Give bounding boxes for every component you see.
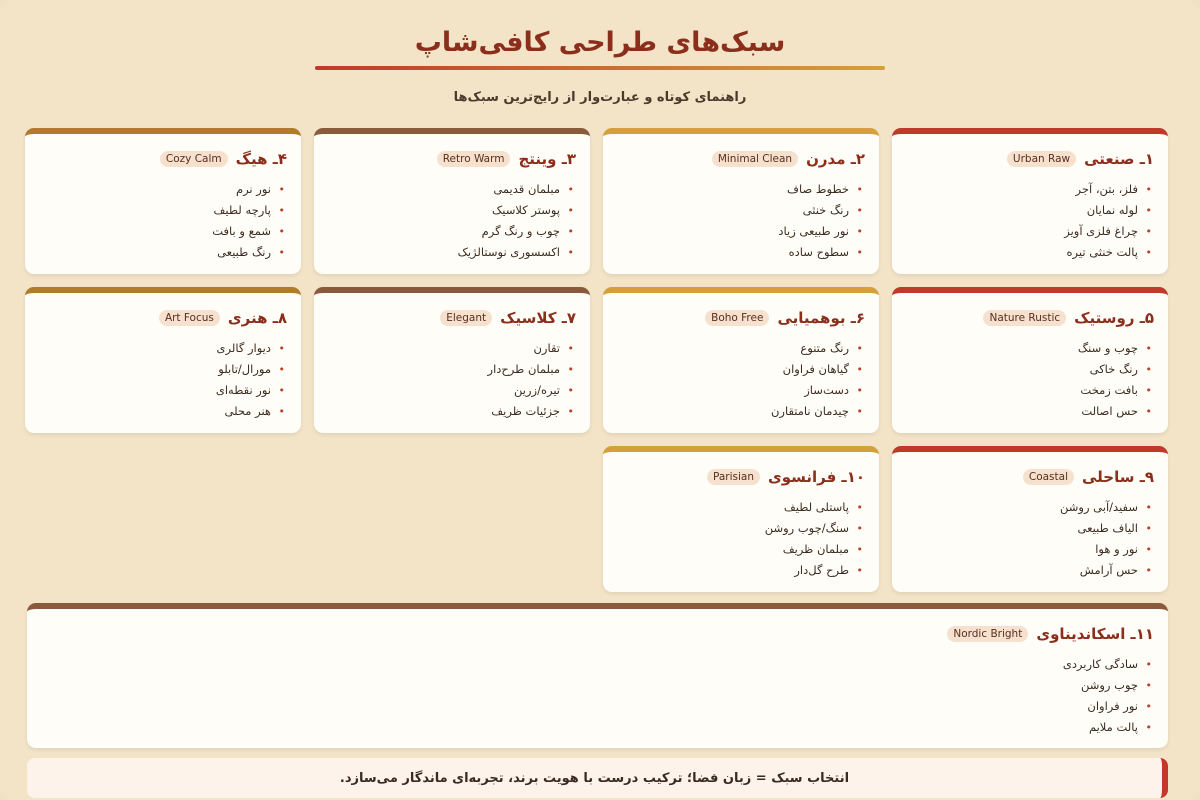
list-item: • مبلمان قدیمی [328,179,576,200]
list-item: • نور و هوا [906,539,1154,560]
list-item: • شمع و بافت [39,221,287,242]
style-tag: Nature Rustic [983,310,1066,326]
list-item: • خطوط صاف [617,179,865,200]
list-item: • نور نقطه‌ای [39,380,287,401]
feature-list [41,654,1154,738]
list-item: • رنگ متنوع [617,338,865,359]
feature-list [617,497,865,581]
feature-list [617,179,865,263]
list-item: • مبلمان طرح‌دار [328,359,576,380]
list-item: • نور نرم [39,179,287,200]
style-tag: Retro Warm [437,151,511,167]
list-item: • چراغ فلزی آویز [906,221,1154,242]
styles-grid [27,128,1168,592]
list-item: • مورال/تابلو [39,359,287,380]
list-item: • بافت زمخت [906,380,1154,401]
style-card-modern [603,128,879,274]
card-title: ۷ـ کلاسیک [500,309,576,327]
list-item: • پالت خنثی تیره [906,242,1154,263]
list-item: • حس آرامش [906,560,1154,581]
list-item: • چیدمان نامتقارن [617,401,865,422]
style-card-vintage [314,128,590,274]
card-title: ۱۰ـ فرانسوی [767,468,865,486]
style-card-coastal [892,446,1168,592]
style-tag: Minimal Clean [712,151,798,167]
list-item: • طرح گل‌دار [617,560,865,581]
style-card-bohemian [603,287,879,433]
list-item: • سنگ/چوب روشن [617,518,865,539]
list-item: • تیره/زرین [328,380,576,401]
list-item: • چوب روشن [41,675,1154,696]
list-item: • پوستر کلاسیک [328,200,576,221]
style-tag: Art Focus [159,310,220,326]
page-subtitle: راهنمای کوتاه و عبارت‌وار از رایج‌ترین سبک‌ها [453,90,747,105]
style-tag: Coastal [1023,469,1074,485]
card-title: ۳ـ وینتج [518,150,576,168]
style-card-industrial [892,128,1168,274]
list-item: • نور طبیعی زیاد [617,221,865,242]
list-item: • گیاهان فراوان [617,359,865,380]
list-item: • هنر محلی [39,401,287,422]
feature-list [39,179,287,263]
list-item: • الیاف طبیعی [906,518,1154,539]
style-tag: Parisian [707,469,760,485]
feature-list [906,179,1154,263]
list-item: • پارچه لطیف [39,200,287,221]
style-tag: Elegant [440,310,492,326]
card-title: ۱ـ صنعتی [1084,150,1154,168]
footer-text: انتخاب سبک = زبان فضا؛ ترکیب درست با هویت برند، تجربه‌ای ماندگار می‌سازد. [339,770,850,786]
list-item: • تقارن [328,338,576,359]
list-item: • چوب و رنگ گرم [328,221,576,242]
style-card-rustic [892,287,1168,433]
list-item: • نور فراوان [41,696,1154,717]
style-card-hygge [25,128,301,274]
feature-list [906,338,1154,422]
style-card-classic [314,287,590,433]
style-tag: Boho Free [705,310,769,326]
card-title: ۱۱ـ اسکاندیناوی [1036,625,1154,643]
card-title: ۴ـ هیگ [235,150,287,168]
list-item: • حس اصالت [906,401,1154,422]
style-tag: Urban Raw [1007,151,1076,167]
list-item: • سفید/آبی روشن [906,497,1154,518]
style-card-artistic [25,287,301,433]
feature-list [328,179,576,263]
style-tag: Nordic Bright [947,626,1028,642]
page-title: سبک‌های طراحی کافی‌شاپ [414,27,786,58]
list-item: • سطوح ساده [617,242,865,263]
list-item: • رنگ خاکی [906,359,1154,380]
list-item: • اکسسوری نوستالژیک [328,242,576,263]
card-title: ۹ـ ساحلی [1082,468,1154,486]
list-item: • جزئیات ظریف [328,401,576,422]
feature-list [906,497,1154,581]
style-card-french [603,446,879,592]
list-item: • دست‌ساز [617,380,865,401]
list-item: • رنگ خنثی [617,200,865,221]
list-item: • چوب و سنگ [906,338,1154,359]
feature-list [617,338,865,422]
feature-list [39,338,287,422]
list-item: • مبلمان ظریف [617,539,865,560]
card-title: ۲ـ مدرن [806,150,865,168]
style-card-scandinavian [27,603,1168,748]
list-item: • رنگ طبیعی [39,242,287,263]
list-item: • پاستلی لطیف [617,497,865,518]
list-item: • پالت ملایم [41,717,1154,738]
list-item: • سادگی کاربردی [41,654,1154,675]
header [0,0,1200,105]
list-item: • دیوار گالری [39,338,287,359]
footer-note [27,758,1168,798]
card-title: ۸ـ هنری [227,309,287,327]
style-tag: Cozy Calm [160,151,228,167]
list-item: • لوله نمایان [906,200,1154,221]
feature-list [328,338,576,422]
card-title: ۶ـ بوهمیایی [777,309,865,327]
title-divider [315,66,885,70]
list-item: • فلز، بتن، آجر [906,179,1154,200]
card-title: ۵ـ روستیک [1074,309,1154,327]
